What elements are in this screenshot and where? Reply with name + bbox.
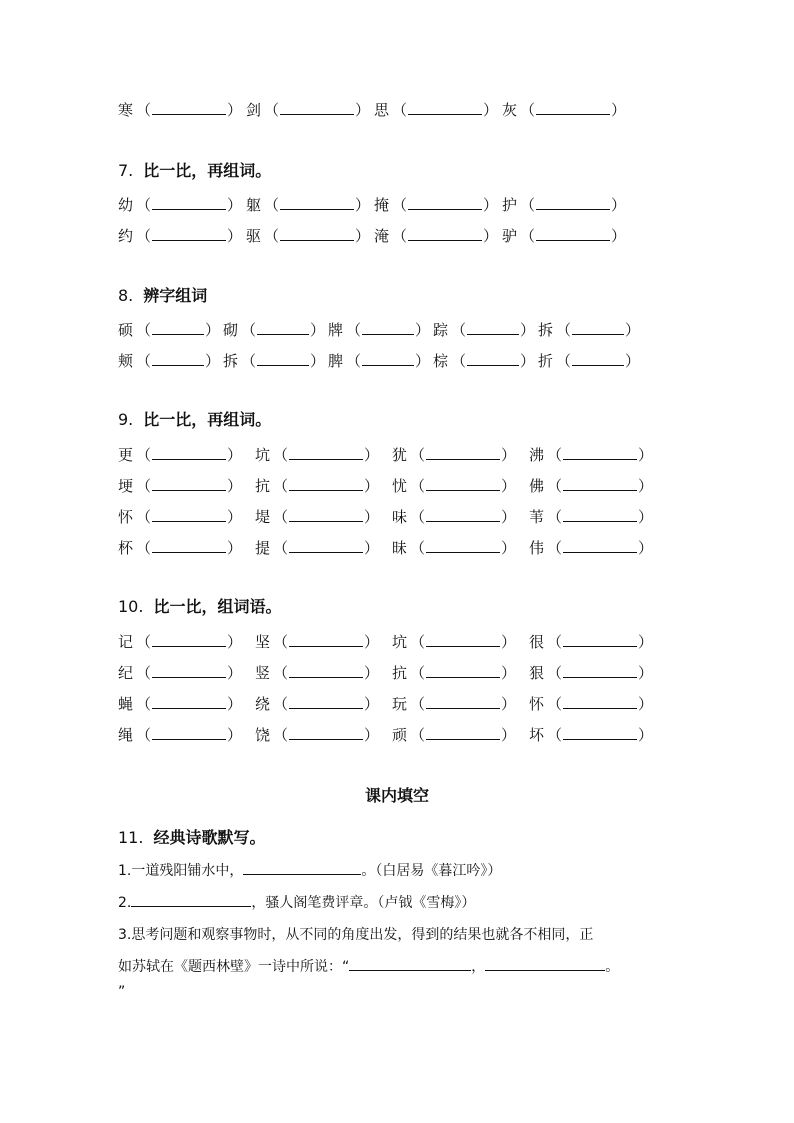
word-item [392,724,516,746]
q11-number: 11. [118,828,144,847]
answer-blank[interactable] [563,475,637,491]
answer-blank[interactable] [289,693,363,709]
word-item [529,662,653,684]
answer-blank[interactable] [289,662,363,678]
character: 怀 [529,695,545,713]
character: 抗 [255,477,271,495]
character: 驱 [246,227,262,245]
answer-paren: （ ） [136,446,243,464]
q9-title: 比一比，再组词。 [143,410,272,429]
character: 砌 [223,321,239,339]
character: 拆 [538,321,554,339]
word-item [433,319,535,341]
answer-blank[interactable] [152,225,226,241]
character: 淹 [374,227,390,245]
answer-blank[interactable] [257,319,309,335]
answer-blank[interactable] [408,225,482,241]
character: 抗 [392,664,408,682]
q11-item-3-blank-2[interactable] [485,956,605,971]
answer-paren: （ ） [273,695,380,713]
character: 牌 [328,321,344,339]
answer-blank[interactable] [289,537,363,553]
answer-paren: （ ） [520,196,627,214]
q7-number: 7. [118,161,134,180]
q11-item-1-prefix: 1.一道残阳铺水中， [118,863,244,879]
character: 杯 [118,539,134,557]
character: 饶 [255,726,271,744]
character: 脾 [328,352,344,370]
q11-item-3-line-3: ” [118,984,126,1000]
word-item [374,99,498,121]
word-item [529,475,653,497]
answer-paren: （ ） [392,196,499,214]
answer-paren: （ ） [273,477,380,495]
answer-paren: （ ） [547,664,654,682]
character: 很 [529,633,545,651]
answer-paren: （ ） [410,508,517,526]
character: 躯 [246,196,262,214]
answer-paren: （ ） [547,477,654,495]
word-item [538,350,640,372]
answer-paren: （ ） [410,695,517,713]
answer-blank[interactable] [426,631,500,647]
answer-paren: （ ） [392,227,499,245]
answer-paren: （ ） [264,196,371,214]
answer-blank[interactable] [467,319,519,335]
word-item [255,724,379,746]
word-item [392,444,516,466]
word-item [223,319,325,341]
word-item [529,724,653,746]
word-item [502,194,626,216]
word-item [118,319,220,341]
character: 佛 [529,477,545,495]
answer-paren: （ ） [520,227,627,245]
answer-paren: （ ） [273,633,380,651]
character: 提 [255,539,271,557]
answer-paren: （ ） [547,695,654,713]
answer-blank[interactable] [152,537,226,553]
character: 掩 [374,196,390,214]
answer-blank[interactable] [563,693,637,709]
character: 味 [392,508,408,526]
answer-blank[interactable] [280,99,354,115]
q11-item-1-suffix: 。（白居易《暮江吟》） [361,863,502,879]
q11-title: 经典诗歌默写。 [153,828,266,847]
answer-blank[interactable] [563,537,637,553]
answer-paren: （ ） [136,101,243,119]
answer-blank[interactable] [152,631,226,647]
word-item [392,537,516,559]
answer-paren: （ ） [136,695,243,713]
q11-item-2-suffix: ，骚人阁笔费评章。（卢钺《雪梅》） [251,895,476,911]
word-item [246,194,370,216]
q9-heading [118,407,271,430]
word-item [392,693,516,715]
answer-blank[interactable] [536,225,610,241]
word-item [392,631,516,653]
answer-paren: （ ） [136,508,243,526]
word-item [255,662,379,684]
answer-blank[interactable] [426,537,500,553]
character: 拆 [223,352,239,370]
answer-blank[interactable] [257,350,309,366]
q11-item-1-blank[interactable] [243,860,361,875]
answer-blank[interactable] [289,724,363,740]
q11-item-1 [118,860,501,880]
answer-blank[interactable] [289,444,363,460]
answer-blank[interactable] [563,724,637,740]
word-item [328,350,430,372]
answer-blank[interactable] [152,319,204,335]
character: 玩 [392,695,408,713]
word-item [118,631,242,653]
character: 顽 [392,726,408,744]
answer-blank[interactable] [426,506,500,522]
answer-blank[interactable] [152,662,226,678]
word-item [392,475,516,497]
word-item [118,444,242,466]
answer-paren: （ ） [264,227,371,245]
character: 怀 [118,508,134,526]
answer-blank[interactable] [152,506,226,522]
answer-blank[interactable] [152,194,226,210]
answer-blank[interactable] [289,475,363,491]
q11-item-3-blank-1[interactable] [349,956,471,971]
answer-blank[interactable] [152,99,226,115]
q11-item-2-blank[interactable] [131,892,251,907]
word-item [246,99,370,121]
character: 踪 [433,321,449,339]
character: 折 [538,352,554,370]
answer-blank[interactable] [563,662,637,678]
character: 剑 [246,101,262,119]
character: 幼 [118,196,134,214]
word-item [529,693,653,715]
q10-title: 比一比，组词语。 [153,597,282,616]
answer-blank[interactable] [426,444,500,460]
q10-heading [118,594,281,617]
character: 坏 [529,726,545,744]
character: 记 [118,633,134,651]
word-item [374,194,498,216]
answer-paren: （ ） [136,726,243,744]
answer-paren: （ ） [136,477,243,495]
answer-paren: （ ） [410,539,517,557]
answer-paren: （ ） [520,101,627,119]
word-item [118,662,242,684]
q11-item-3-line-2 [118,956,619,976]
answer-blank[interactable] [426,475,500,491]
answer-blank[interactable] [152,475,226,491]
answer-paren: （ ） [136,633,243,651]
word-item [255,444,379,466]
word-item [118,225,242,247]
answer-paren: （ ） [547,446,654,464]
character: 伟 [529,539,545,557]
answer-paren: （ ） [273,726,380,744]
word-item [255,693,379,715]
word-item [118,506,242,528]
q7-title: 比一比，再组词。 [143,161,272,180]
answer-paren: （ ） [136,352,221,370]
word-item [374,225,498,247]
answer-paren: （ ） [273,446,380,464]
answer-blank[interactable] [572,350,624,366]
answer-paren: （ ） [136,539,243,557]
q8-heading [118,283,207,306]
character: 竖 [255,664,271,682]
character: 纪 [118,664,134,682]
word-item [328,319,430,341]
answer-blank[interactable] [536,194,610,210]
answer-paren: （ ） [136,196,243,214]
answer-paren: （ ） [547,508,654,526]
answer-paren: （ ） [136,321,221,339]
section-title: 课内填空 [364,786,429,805]
character: 绕 [255,695,271,713]
character: 约 [118,227,134,245]
character: 忧 [392,477,408,495]
word-item [255,537,379,559]
word-item [255,506,379,528]
word-item [118,194,242,216]
q11-item-3-suffix: 。 [605,959,620,975]
q9-number: 9. [118,410,134,429]
answer-paren: （ ） [136,664,243,682]
word-item [392,662,516,684]
answer-paren: （ ） [547,633,654,651]
answer-paren: （ ） [410,664,517,682]
answer-blank[interactable] [408,99,482,115]
q10-number: 10. [118,597,144,616]
character: 护 [502,196,518,214]
character: 堤 [255,508,271,526]
q11-item-2 [118,892,475,912]
character: 思 [374,101,390,119]
word-item [118,99,242,121]
answer-paren: （ ） [556,321,641,339]
word-item [529,444,653,466]
answer-paren: （ ） [136,227,243,245]
word-item [118,693,242,715]
answer-blank[interactable] [152,444,226,460]
character: 犹 [392,446,408,464]
answer-blank[interactable] [408,194,482,210]
character: 坑 [255,446,271,464]
word-item [392,506,516,528]
answer-blank[interactable] [426,693,500,709]
character: 狠 [529,664,545,682]
answer-paren: （ ） [547,539,654,557]
answer-blank[interactable] [152,724,226,740]
answer-paren: （ ） [410,726,517,744]
character: 沸 [529,446,545,464]
character: 硕 [118,321,134,339]
word-item [502,99,626,121]
character: 棕 [433,352,449,370]
answer-blank[interactable] [563,631,637,647]
answer-paren: （ ） [410,477,517,495]
character: 坑 [392,633,408,651]
answer-blank[interactable] [563,506,637,522]
word-item [255,631,379,653]
answer-blank[interactable] [426,662,500,678]
answer-blank[interactable] [572,319,624,335]
q11-item-3-mid: ， [471,959,486,975]
q11-item-3-line-1: 3.思考问题和观察事物时，从不同的角度出发，得到的结果也就各不相同，正 [118,927,594,943]
character: 苇 [529,508,545,526]
word-item [118,537,242,559]
word-item [538,319,640,341]
q8-title: 辨字组词 [143,286,208,305]
character: 埂 [118,477,134,495]
answer-paren: （ ） [241,321,326,339]
answer-paren: （ ） [264,101,371,119]
answer-paren: （ ） [451,352,536,370]
answer-paren: （ ） [273,539,380,557]
character: 更 [118,446,134,464]
answer-blank[interactable] [152,350,204,366]
character: 蝇 [118,695,134,713]
answer-paren: （ ） [410,633,517,651]
word-item [223,350,325,372]
word-item [502,225,626,247]
answer-blank[interactable] [467,350,519,366]
answer-blank[interactable] [280,225,354,241]
answer-paren: （ ） [410,446,517,464]
answer-paren: （ ） [392,101,499,119]
answer-blank[interactable] [280,194,354,210]
character: 驴 [502,227,518,245]
answer-paren: （ ） [556,352,641,370]
answer-paren: （ ） [346,321,431,339]
answer-paren: （ ） [273,664,380,682]
answer-blank[interactable] [289,506,363,522]
q8-number: 8. [118,286,134,305]
word-item [118,475,242,497]
q11-item-2-prefix: 2. [118,895,132,911]
character: 寒 [118,101,134,119]
q7-heading [118,158,271,181]
answer-blank[interactable] [426,724,500,740]
answer-paren: （ ） [241,352,326,370]
answer-paren: （ ） [346,352,431,370]
character: 坚 [255,633,271,651]
word-item [255,475,379,497]
character: 绳 [118,726,134,744]
answer-blank[interactable] [289,631,363,647]
answer-blank[interactable] [563,444,637,460]
answer-blank[interactable] [362,350,414,366]
q11-heading [118,825,265,848]
word-item [118,724,242,746]
word-item [118,350,220,372]
character: 灰 [502,101,518,119]
word-item [529,506,653,528]
answer-paren: （ ） [451,321,536,339]
answer-blank[interactable] [536,99,610,115]
word-item [433,350,535,372]
character: 昧 [392,539,408,557]
answer-blank[interactable] [362,319,414,335]
answer-paren: （ ） [273,508,380,526]
answer-blank[interactable] [152,693,226,709]
q11-item-3-prefix: 如苏轼在《题西林壁》一诗中所说：“ [118,959,350,975]
word-item [246,225,370,247]
word-item [529,631,653,653]
answer-paren: （ ） [547,726,654,744]
word-item [529,537,653,559]
character: 颊 [118,352,134,370]
